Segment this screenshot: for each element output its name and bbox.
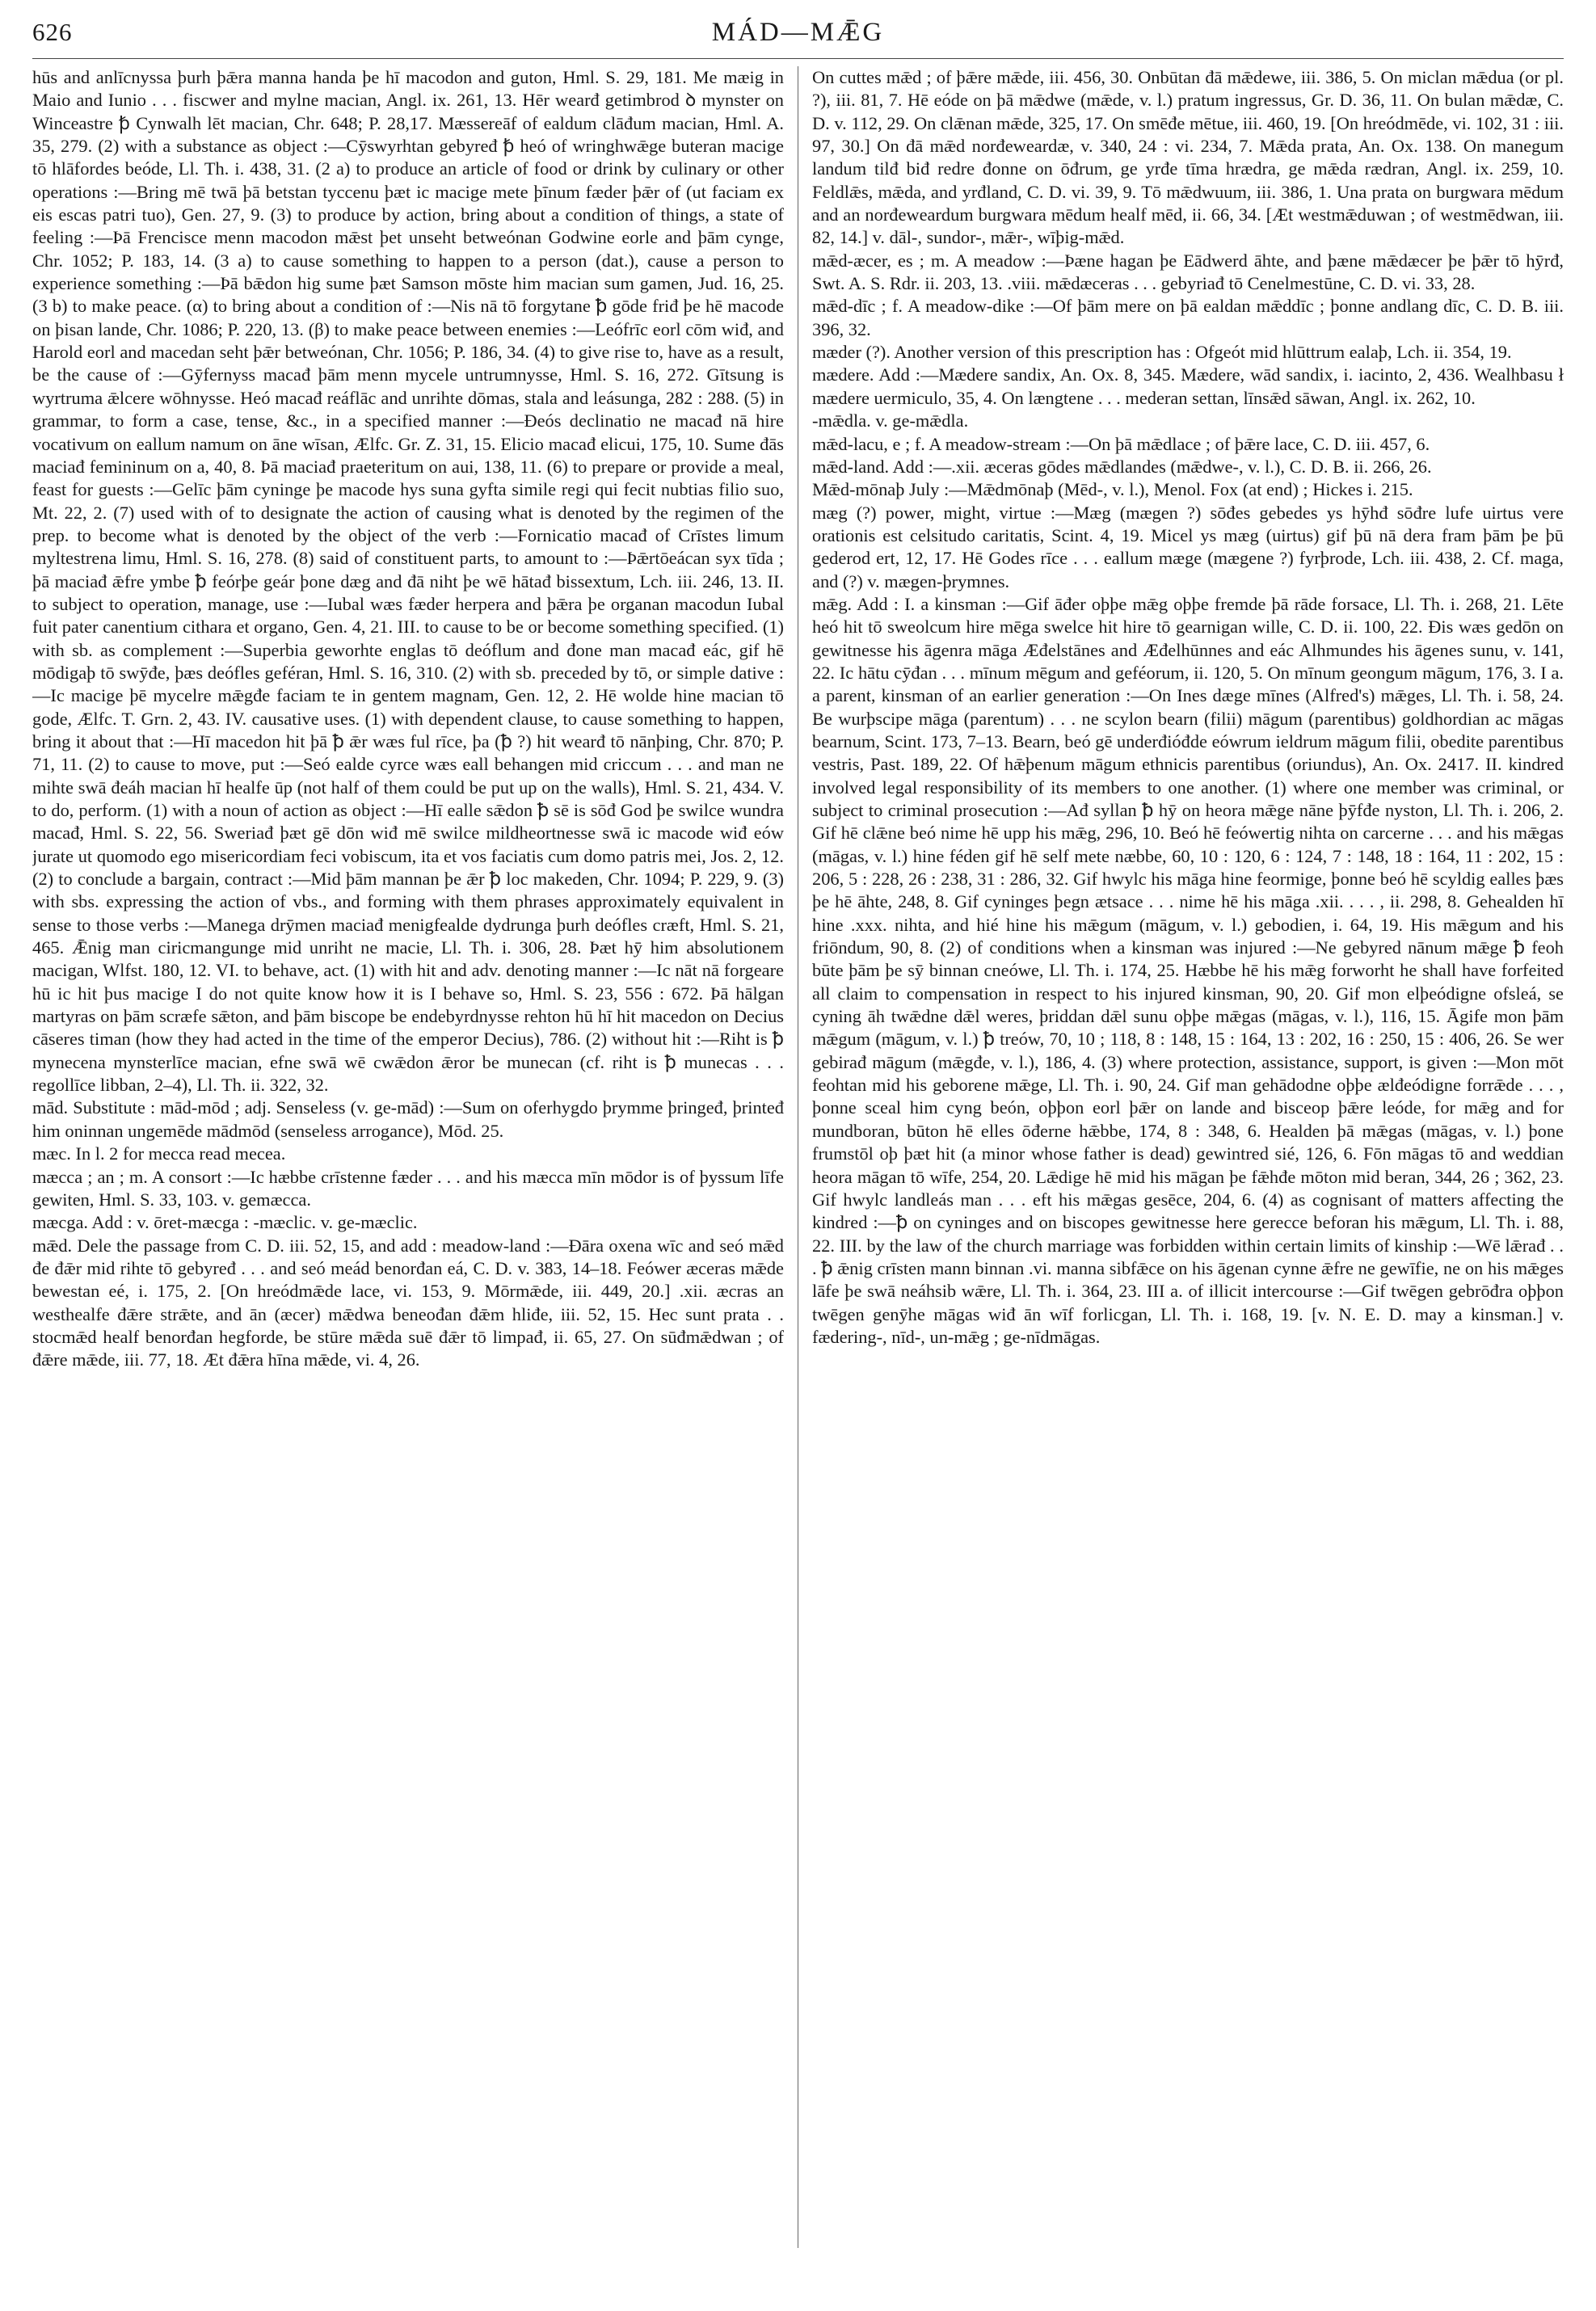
entry-maed-land: mǣd-land. Add :—.xii. æceras gōdes mǣdlandes (mǣdwe-, v. l.), C. D. B. ii. 266, 26. xyxy=(812,456,1432,477)
entry-maeg-kinsman: mǣg. Add : I. a kinsman :—Gif āđer oþþe mǣg oþþe fremde þā rāde forsace, Ll. Th. i. 268, 21. Lēte heó hit tō sweolcum hire mēga swelce hit hire tō gearnigan wille, C. D. ii. 100, 22. Đis wæs gedōn on gewitnesse his āgenra māga Æđelstānes and Æđelhūnnes and eác Alhmundes his āgenes sunu, v. 141, 22. Ic hātu cȳđan . . . mīnum mēgum and geféorum, ii. 120, 5. On mīnum geongum māgum, 176, 3. I a. a parent, kinsman of an earlier generation :—On Ines dæge mīnes (Alfred's) mǣges, Ll. Th. i. 58, 24. Be wurþscipe māga (parentum) . . . ne scylon bearn (filii) māgum (parentibus) goldhordian ac māgas bearnum, Scint. 173, 7–13. Bearn, beó gē underđióđde eówrum ieldrum māgum filii, obedite parentibus vestris, Past. 189, 22. Of hǣþenum māgum ethnicis parentibus (oriundus), An. Ox. 2417. II. kindred involved legal responsibility of its members to one another. (1) where one member was criminal, or subject to criminal prosecution :—Ađ syllan ꝥ hȳ on heora mǣge nāne þȳfđe nyston, Ll. Th. i. 206, 2. Gif hē clǣne beó nime hē upp his mǣg, 296, 10. Beó hē feówertig nihta on carcerne . . . and his mǣgas (māgas, v. l.) hine féden gif hē self mete næbbe, 60, 10 : 120, 6 : 124, 7 : 148, 18 : 164, 11 : 202, 15 : 206, 5 : 228, 26 : 238, 31 : 286, 32. Gif hwylc his māga hine feormige, þonne beó hē scyldig ealles þæs þe hē āhte, 248, 8. Gif cyninges þegn ætsace . . . nime hē his māga .xii. . . . , ii. 298, 8. Gehealden hī hine .xxx. nihta, and hié hine his mǣgum (māgum, v. l.) gebodien, i. 64, 19. His mǣgum and his friōndum, 90, 8. (2) of conditions when a kinsman was injured :—Ne gebyred nānum mǣge ꝥ feoh būte þām þe sȳ binnan cneówe, Ll. Th. i. 174, 25. Hæbbe hē his mǣg forworht he shall have forfeited all claim to compensation in respect to his injured kinsman, 90, 20. Gif mon elþeódigne ofsleá, se cyning āh twǣdne dǣl weres, þriddan dǣl sunu oþþe mǣgas (māgas, v. l.), 116, 15. Āgife mon þām mǣgum (māgum, v. l.) ꝥ treów, 70, 10 ; 118, 8 : 148, 15 : 164, 13 : 202, 16 : 250, 15 : 406, 26. Se wer gebirađ māgum (mǣgđe, v. l.), 186, 4. (3) where protection, assistance, support, is given :—Mon mōt feohtan mid his geborene mǣge, Ll. Th. i. 90, 24. Gif man gehādodne oþþe ælđeódigne forrǣde . . . , þonne sceal him cyng beón, oþþon eorl þǣr on lande and bisceop þǣre leóde, for mǣg and for mundboran, būton hē elles ōđerne hǣbbe, 174, 8 : 348, 6. Healden þā mǣgas (māgas, v. l.) þone frumstōl oþ þæt hit (a minor whose father is dead) gewintred sié, 126, 6. Fōn māgas tō and weddian heora māgan tō wīfe, 254, 20. Lǣdige hē mid his māgan þe fǣhđe mōton mid beran, 344, 26 ; 362, 23. Gif hwylc landleás man . . . eft his mǣgas gesēce, 204, 6. (4) as cognisant of matters affecting the kindred :—ꝥ on cyninges and on biscopes gewitnesse here gerecce beforan his mǣgum, Ll. Th. i. 88, 22. III. by the law of the church marriage was forbidden within certain limits of kinship :—Wē lǣrađ . . . ꝥ ǣnig crīsten mann binnan .vi. manna sibfǣce on his āgenan cynne ǣfre ne gewīfie, ne on his mǣges lāfe þe swā neáhsib wǣre, Ll. Th. i. 364, 23. III a. of illicit intercourse :—Gif twēgen gebrōđra oþþon twēgen genȳhe māgas wiđ ān wīf forlicgan, Ll. Th. i. 168, 19. [v. N. E. D. may a kinsman.] v. fædering-, nīd-, un-mǣg ; ge-nīdmāgas. xyxy=(812,593,1564,1347)
entry-continuation: hūs and anlīcnyssa þurh þǣra manna handa þe hī macodon and guton, Hml. S. 29, 181. Me mæig in Maio and Iunio . . . fiscwer and mylne macian, Angl. ix. 261, 13. Hēr wearđ getimbrod ꝺ mynster on Winceastre ꝥ Cynwalh lēt macian, Chr. 648; P. 28,17. Mæssereāf of ealdum clāđum macian, Hml. A. 35, 279. (2) with a substance as object :—Cȳswyrhtan gebyređ ꝥ heó of wringhwǣge buteran macige tō hlāfordes beóde, Ll. Th. i. 438, 31. (2 a) to produce an article of food or drink by culinary or other operations :—Bring mē twā þā betstan tyccenu þæt ic macige mete þīnum fæder þǣr of (ut faciam ex eis escas patri tuo), Gen. 27, 9. (3) to produce by action, bring about a condition of things, a state of feeling :—Þā Frencisce menn macodon mǣst þet unseht betweónan Godwine eorle and þām cynge, Chr. 1052; P. 183, 14. (3 a) to cause something to happen to a person (dat.), cause a person to experience something :—Þā bǣdon hig sume þæt Samson mōste him macian sum gamen, Jud. 16, 25. (3 b) to make peace. (α) to bring about a condition of :—Nis nā tō forgytane ꝥ gōde friđ þe hē macode on þisan lande, Chr. 1086; P. 220, 13. (β) to make peace between enemies :—Leófrīc eorl cōm wiđ, and Harold eorl and macedan seht þǣr betweónan, Chr. 1056; P. 186, 34. (4) to give rise to, have as a result, be the cause of :—Gȳfernyss macađ þām menn mycele untrumnysse, Hml. S. 16, 272. Gītsung is wyrtruma ǣlcere wōhnysse. Heó macađ reáflāc and unrihte dōmas, stala and leásunga, 282 : 288. (5) in grammar, to form a case, tense, &c., in a specified manner :—Đeós declinatio ne macađ nā hire vocativum on eallum namum on āne wīsan, Ælfc. Gr. Z. 31, 15. Elicio macađ elicui, 175, 10. Sume đās maciađ femininum on a, 40, 8. Þā maciađ praeteritum on aui, 138, 11. (6) to prepare or provide a meal, feast for guests :—Gelīc þām cyninge þe macode hys suna gyfta simile regi qui fecit nubtias filio suo, Mt. 22, 2. (7) used with of to designate the action of causing what is denoted by the regimen of the prep. to become what is denoted by the object of the verb :—Fornicatio macađ of Crīstes limum myltestrena limu, Hml. S. 16, 278. (8) said of constituent parts, to amount to :—Þǣrtōeácan syx tīda ; þā maciađ ǣfre ymbe ꝥ feórþe geár þone dæg and đā niht þe wē hātađ bissextum, Lch. iii. 246, 13. II. to subject to operation, manage, use :—Iubal wæs fæder herpera and þǣra þe organan macodun Iubal fuit pater canentium cithara et organo, Gen. 4, 21. III. to cause to be or become something specified. (1) with sb. as complement :—Superbia geworhte englas tō deóflum and đone man macađ eác, gif hē mōdigaþ tō swȳđe, þæs deófles geféran, Hml. S. 16, 310. (2) with sb. preceded by tō, or simple dative :—Ic macige þē mycelre mǣgđe faciam te in gentem magnam, Gen. 12, 2. Hē wolde hine macian tō gode, Ælfc. T. Grn. 2, 43. IV. causative uses. (1) with dependent clause, to cause something to happen, bring it about that :—Hī macedon hit þā ꝥ ǣr wæs ful rīce, þa (ꝥ ?) hit wearđ tō nānþing, Chr. 870; P. 71, 11. (2) to cause to move, put :—Seó ealde cyrce wæs eall behangen mid criccum . . . and man ne mihte swā đeáh macian hī healfe ūp (not half of them could be put up on the walls), Hml. S. 21, 434. V. to do, perform. (1) with a noun of action as object :—Hī ealle sǣdon ꝥ sē is sōđ God þe swilce wundra macađ, Hml. S. 22, 56. Sweriađ þæt gē dōn wiđ mē swilce mildheortnesse swā ic macode wiđ eów jurate ut quomodo ego misericordiam feci vobiscum, ita et vos faciatis cum domo patris mei, Jos. 2, 12. (2) to conclude a bargain, contract :—Mid þām mannan þe ǣr ꝥ loc makeden, Chr. 1094; P. 229, 9. (3) with sbs. expressing the action of vbs., and forming with them phrases approximately equivalent in sense to those verbs :—Manega drȳmen maciađ menigfealde dydrunga þurh deófles cræft, Hml. S. 21, 465. Ǣnig man ciricmangunge mid unriht ne macie, Ll. Th. i. 306, 28. Þæt hȳ him absolutionem macigan, Wlfst. 180, 12. VI. to behave, act. (1) with hit and adv. denoting manner :—Ic nāt nā forgeare hū ic hit þus macige I do not quite know how it is I behave so, Hml. S. 23, 556 : 672. Þā hālgan martyras on þām scræfe sǣton, and þām biscope be endebyrdnysse rehton hū hī hit macedon on Decius cāseres timan (how they had acted in the time of the emperor Decius), 786. (2) without hit :—Riht is ꝥ mynecena mynsterlīce macian, efne swā wē cwǣdon ǣror be munecan (cf. riht is ꝥ munecas . . . regollīce libban, 2–4), Ll. Th. ii. 322, 32. xyxy=(32,67,784,1096)
entry-maeg-power: mæg (?) power, might, virtue :—Mæg (mægen ?) sōđes gebedes ys hȳhđ sōđre lufe uirtus vere orationis est celsitudo caritatis, Scint. 4, 19. Micel ys mæg (uirtus) gif þū nā dera fram þām þe þū gederod ert, 12, 17. Hē Godes rīce . . . eallum mæge (mægene ?) fyrþrode, Lch. iii. 438, 2. Cf. maga, and (?) v. mægen-þrymnes. xyxy=(812,502,1564,591)
entry-mad: mād. Substitute : mād-mōd ; adj. Senseless (v. ge-mād) :—Sum on oferhygdo þrymme þringeđ, þrinteđ him oninnan ungemēde mādmōd (senseless arrogance), Mōd. 25. xyxy=(32,1097,784,1141)
entry-maecga: mæcga. Add : v. ōret-mæcga : -mæclic. v. ge-mæclic. xyxy=(32,1212,418,1233)
right-column xyxy=(812,66,1564,2296)
entry-maed: mǣd. Dele the passage from C. D. iii. 52, 15, and add : meadow-land :—Đāra oxena wīc and seó mǣd đe đǣr mid rihte tō gebyređ . . . and seó meád benorđan eá, C. D. v. 383, 14–18. Feówer æceras mǣde bewestan eé, i. 175, 2. [On hreódmǣde lace, vi. 153, 9. Mōrmǣde, iii. 449, 20.] .xii. æcras an westhealfe đǣre strǣte, and ān (æcer) mǣdwa beneođan đǣm hliđe, iii. 52, 15. Hec sunt prata . . stocmǣd healf benorđan hegforde, be stūre mǣda suē đǣr tō limpađ, ii. 65, 27. On sūđmǣdwan ; of đǣre mǣde, iii. 77, 18. Æt đǣra hīna mǣde, vi. 4, 26. xyxy=(32,1235,784,1370)
entry-maed-monath: Mǣd-mōnaþ July :—Mǣdmōnaþ (Mēd-, v. l.), Menol. Fox (at end) ; Hickes i. 215. xyxy=(812,479,1413,500)
entry-maed-dic: mǣd-dīc ; f. A meadow-dike :—Of þām mere on þā ealdan mǣddīc ; þonne andlang dīc, C. D. B. iii. 396, 32. xyxy=(812,296,1564,339)
left-column xyxy=(32,66,784,2296)
entry-maedere: mædere. Add :—Mædere sandix, An. Ox. 8, 345. Mædere, wād sandix, i. iacinto, 2, 436. Wealhbasu ł mædere uermiculo, 35, 4. On længtene . . . mederan settan, līnsǣd sāwan, Angl. ix. 262, 10. xyxy=(812,364,1564,408)
entry-maed-continuation: On cuttes mǣd ; of þǣre mǣde, iii. 456, 30. Onbūtan đā mǣdewe, iii. 386, 5. On miclan mǣdua (or pl. ?), iii. 81, 7. Hē eóde on þā mǣdwe (mǣde, v. l.) pratum ingressus, Gr. D. 36, 11. On bulan mǣdæ, C. D. v. 112, 29. On clǣnan mǣde, 325, 17. On smēđe mētue, iii. 460, 19. [On hreódmēde, vi. 102, 31 : iii. 97, 30.] On đā mǣd norđeweardæ, v. 340, 24 : vi. 234, 7. Mǣda prata, An. Ox. 138. On manegum landum tilđ biđ redre đonne on ōđrum, ge yrđe tīma hrædra, ge mǣda rædran, Angl. ix. 259, 10. Feldlǣs, mǣda, and yrđland, C. D. vi. 39, 9. Tō mǣdwuum, iii. 386, 1. Una prata on burgwara mēdum and an norđeweardum burgwara mēdum healf mēd, ii. 66, 34. [Æt westmǣduwan ; of westmēdwan, iii. 82, 14.] v. dāl-, sundor-, mǣr-, wīþig-mǣd. xyxy=(812,67,1564,248)
entry-maed-lacu: mǣd-lacu, e ; f. A meadow-stream :—On þā mǣdlace ; of þǣre lace, C. D. iii. 457, 6. xyxy=(812,433,1430,454)
page-header xyxy=(32,18,1564,50)
running-head: MÁD—MǢG xyxy=(711,18,885,47)
entry-maedla: -mǣdla. v. ge-mǣdla. xyxy=(812,410,969,431)
header-rule xyxy=(32,58,1564,59)
entry-maec: mæc. In l. 2 for mecca read mecea. xyxy=(32,1143,286,1164)
entry-maed-aecer: mǣd-æcer, es ; m. A meadow :—Þæne hagan þe Eādwerd āhte, and þæne mǣdæcer þe þǣr tō hȳrđ, Swt. A. S. Rdr. ii. 203, 13. .viii. mǣdæceras . . . gebyriađ tō Cenelmestūne, C. D. vi. 33, 28. xyxy=(812,250,1564,294)
entry-maecca: mæcca ; an ; m. A consort :—Ic hæbbe crīstenne fæder . . . and his mæcca mīn mōdor is of þyssum līfe gewiten, Hml. S. 33, 103. v. gemæcca. xyxy=(32,1166,784,1210)
entry-maeder: mæder (?). Another version of this prescription has : Ofgeót mid hlūttrum ealaþ, Lch. ii. 354, 19. xyxy=(812,342,1512,363)
page-number: 626 xyxy=(32,18,73,46)
